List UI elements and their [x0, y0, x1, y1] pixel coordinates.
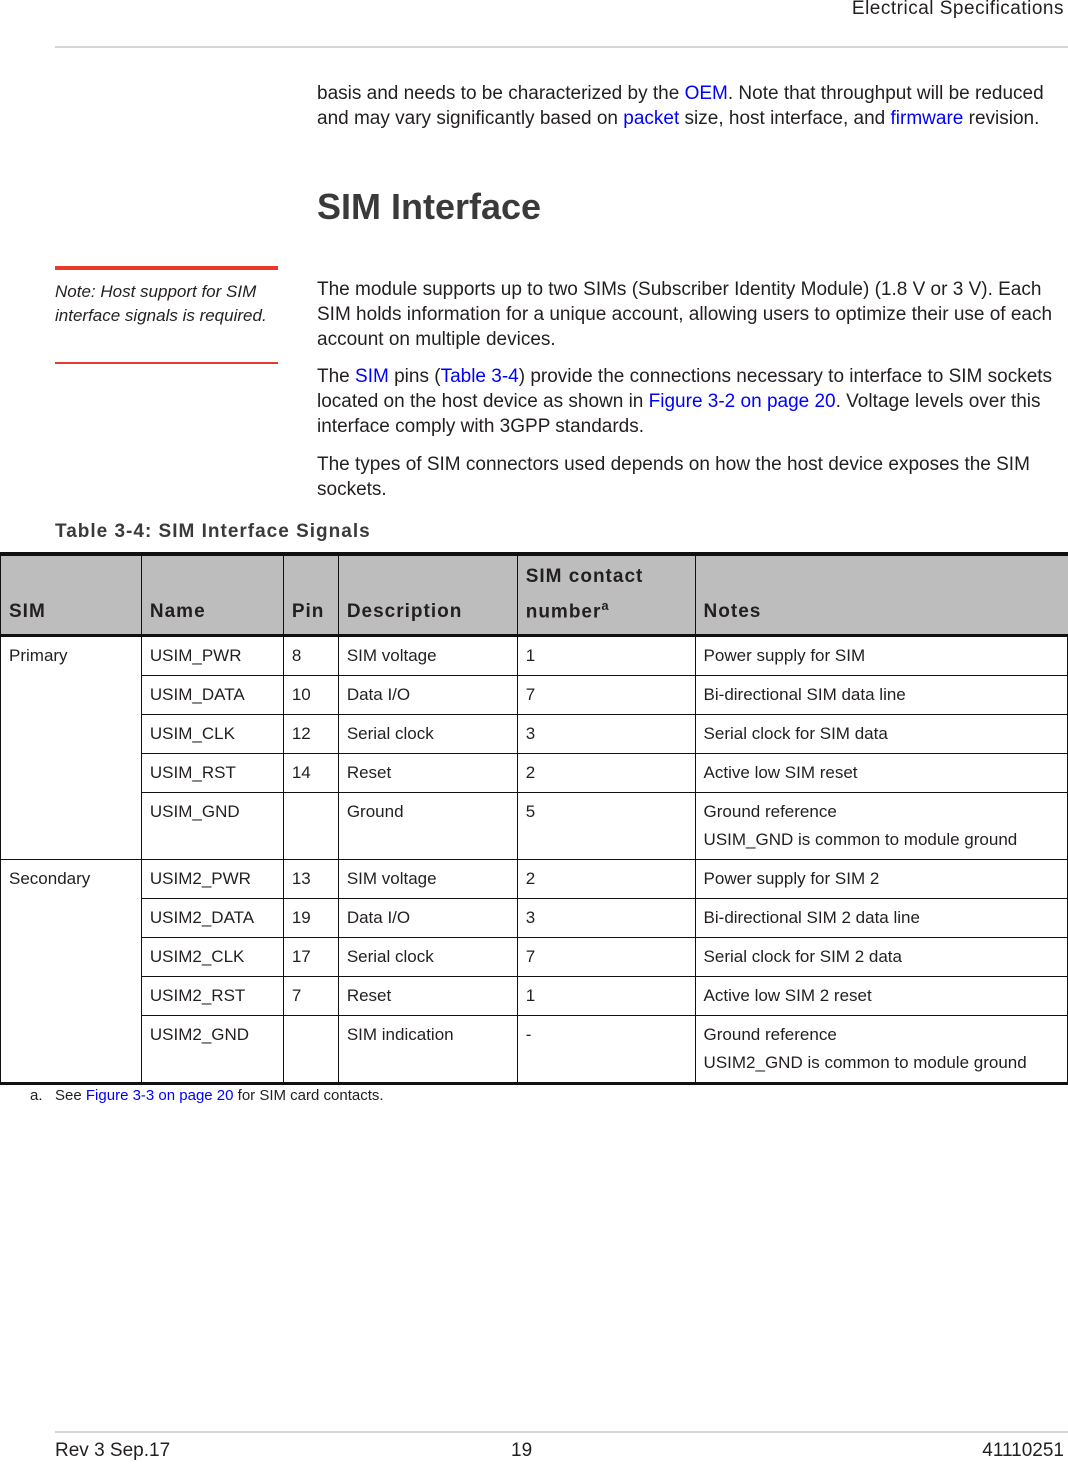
- intro-paragraph: [317, 81, 1065, 131]
- cell-description: Serial clock: [338, 715, 517, 754]
- cell-name: USIM_RST: [141, 754, 283, 793]
- figure-3-2-link[interactable]: Figure 3-2 on page 20: [648, 391, 836, 412]
- cell-notes: Power supply for SIM 2: [695, 860, 1067, 899]
- figure-3-3-link[interactable]: Figure 3-3 on page 20: [85, 1087, 234, 1104]
- intro-text-1: basis and needs to be characterized by the: [317, 83, 685, 104]
- footnote-text-1: See: [55, 1087, 86, 1104]
- cell-name: USIM_GND: [141, 793, 283, 860]
- footer-revision: Rev 3 Sep.17: [55, 1440, 171, 1461]
- cell-name: USIM2_GND: [141, 1016, 283, 1084]
- table-caption: Table 3-4: SIM Interface Signals: [55, 521, 371, 542]
- cell-name: USIM2_DATA: [141, 899, 283, 938]
- firmware-link[interactable]: firmware: [890, 108, 964, 129]
- cell-pin: 8: [283, 636, 338, 676]
- header-contact-label: SIM contact number: [525, 566, 644, 623]
- cell-description: Data I/O: [338, 899, 517, 938]
- cell-notes-line-2: USIM_GND is common to module ground: [703, 830, 1018, 850]
- footnote-marker: a.: [30, 1087, 43, 1104]
- paragraph-connectors: [317, 452, 1065, 502]
- section-title: SIM Interface: [317, 186, 542, 227]
- cell-pin: 7: [283, 977, 338, 1016]
- sim-primary-label: Primary: [1, 636, 142, 860]
- cell-description: Reset: [338, 754, 517, 793]
- cell-notes: [695, 1016, 1067, 1084]
- cell-contact: 5: [517, 793, 695, 860]
- cell-name: USIM2_RST: [141, 977, 283, 1016]
- cell-name: USIM_DATA: [141, 676, 283, 715]
- table-row: [1, 715, 1068, 754]
- running-header-title: Electrical Specifications: [851, 0, 1064, 19]
- oem-link[interactable]: OEM: [684, 83, 728, 104]
- cell-pin: 19: [283, 899, 338, 938]
- cell-contact: -: [517, 1016, 695, 1084]
- header-contact-footnote-marker: a: [601, 598, 610, 613]
- cell-pin: [283, 1016, 338, 1084]
- note-text: Note: Host support for SIM interface signals is required.: [55, 282, 267, 325]
- cell-notes-line-1: Ground reference: [703, 802, 837, 822]
- cell-pin: [283, 793, 338, 860]
- table-footnote: [30, 1087, 384, 1104]
- sim-secondary-label: Secondary: [1, 860, 142, 1084]
- cell-contact: 3: [517, 715, 695, 754]
- p2-text-3: ) provide the connections necessary to interface to SIM sockets located on the host device as shown in: [317, 366, 1053, 412]
- cell-description: Serial clock: [338, 938, 517, 977]
- cell-pin: 13: [283, 860, 338, 899]
- table-row: [1, 938, 1068, 977]
- header-contact-number: [517, 554, 695, 636]
- table-row: [1, 899, 1068, 938]
- header-pin: Pin: [283, 554, 338, 636]
- cell-description: Reset: [338, 977, 517, 1016]
- cell-notes: Serial clock for SIM 2 data: [695, 938, 1067, 977]
- header-notes: Notes: [695, 554, 1067, 636]
- cell-description: SIM indication: [338, 1016, 517, 1084]
- cell-pin: 17: [283, 938, 338, 977]
- cell-description: SIM voltage: [338, 860, 517, 899]
- paragraph-sim-support: [317, 277, 1065, 352]
- cell-contact: 2: [517, 860, 695, 899]
- cell-name: USIM2_CLK: [141, 938, 283, 977]
- cell-name: USIM2_PWR: [141, 860, 283, 899]
- intro-text-3: size, host interface, and: [679, 108, 891, 129]
- header-divider: [55, 46, 1068, 48]
- paragraph-3-text: The types of SIM connectors used depends on how the host device exposes the SIM sockets.: [317, 454, 1030, 500]
- cell-name: USIM_CLK: [141, 715, 283, 754]
- cell-name: USIM_PWR: [141, 636, 283, 676]
- footer-divider: [55, 1431, 1068, 1433]
- cell-description: Ground: [338, 793, 517, 860]
- intro-text-2: . Note that throughput will be reduced and may vary significantly based on: [317, 83, 1044, 129]
- table-row: [1, 860, 1068, 899]
- footer-page-number: 19: [511, 1440, 533, 1461]
- cell-notes-line-1: Ground reference: [703, 1025, 837, 1045]
- cell-notes: Serial clock for SIM data: [695, 715, 1067, 754]
- cell-contact: 7: [517, 676, 695, 715]
- header-description: Description: [338, 554, 517, 636]
- cell-contact: 2: [517, 754, 695, 793]
- cell-notes: Bi-directional SIM 2 data line: [695, 899, 1067, 938]
- table-row: [1, 793, 1068, 860]
- cell-contact: 1: [517, 977, 695, 1016]
- footer-doc-number: 41110251: [982, 1440, 1064, 1461]
- table-3-4-link[interactable]: Table 3-4: [440, 366, 519, 387]
- paragraph-sim-pins: [317, 364, 1065, 439]
- cell-notes: Bi-directional SIM data line: [695, 676, 1067, 715]
- table-row: [1, 636, 1068, 676]
- table-row: [1, 1016, 1068, 1084]
- cell-notes-line-2: USIM2_GND is common to module ground: [703, 1053, 1027, 1073]
- table-row: [1, 977, 1068, 1016]
- cell-pin: 12: [283, 715, 338, 754]
- cell-contact: 1: [517, 636, 695, 676]
- header-name: Name: [141, 554, 283, 636]
- note-box: [55, 266, 278, 364]
- cell-contact: 7: [517, 938, 695, 977]
- cell-notes: Active low SIM reset: [695, 754, 1067, 793]
- footnote-text-2: for SIM card contacts.: [233, 1087, 384, 1104]
- cell-contact: 3: [517, 899, 695, 938]
- cell-description: SIM voltage: [338, 636, 517, 676]
- cell-description: Data I/O: [338, 676, 517, 715]
- p2-text-4: . Voltage levels over this interface comply with 3GPP standards.: [317, 391, 1041, 437]
- p2-text-1: The: [317, 366, 356, 387]
- p2-text-2: pins (: [388, 366, 441, 387]
- table-row: [1, 754, 1068, 793]
- cell-notes: [695, 793, 1067, 860]
- packet-link[interactable]: packet: [623, 108, 680, 129]
- cell-pin: 10: [283, 676, 338, 715]
- cell-notes: Power supply for SIM: [695, 636, 1067, 676]
- header-sim: SIM: [1, 554, 142, 636]
- paragraph-1-text: The module supports up to two SIMs (Subscriber Identity Module) (1.8 V or 3 V). Each SIM holds information for a unique account, allowing users to optimize their use of each account on multiple devices.: [317, 279, 1053, 350]
- sim-interface-signals-table: [0, 552, 1068, 1085]
- cell-pin: 14: [283, 754, 338, 793]
- table-row: [1, 676, 1068, 715]
- table-header-row: [1, 554, 1068, 636]
- intro-text-4: revision.: [963, 108, 1040, 129]
- sim-link[interactable]: SIM: [355, 366, 389, 387]
- cell-notes: Active low SIM 2 reset: [695, 977, 1067, 1016]
